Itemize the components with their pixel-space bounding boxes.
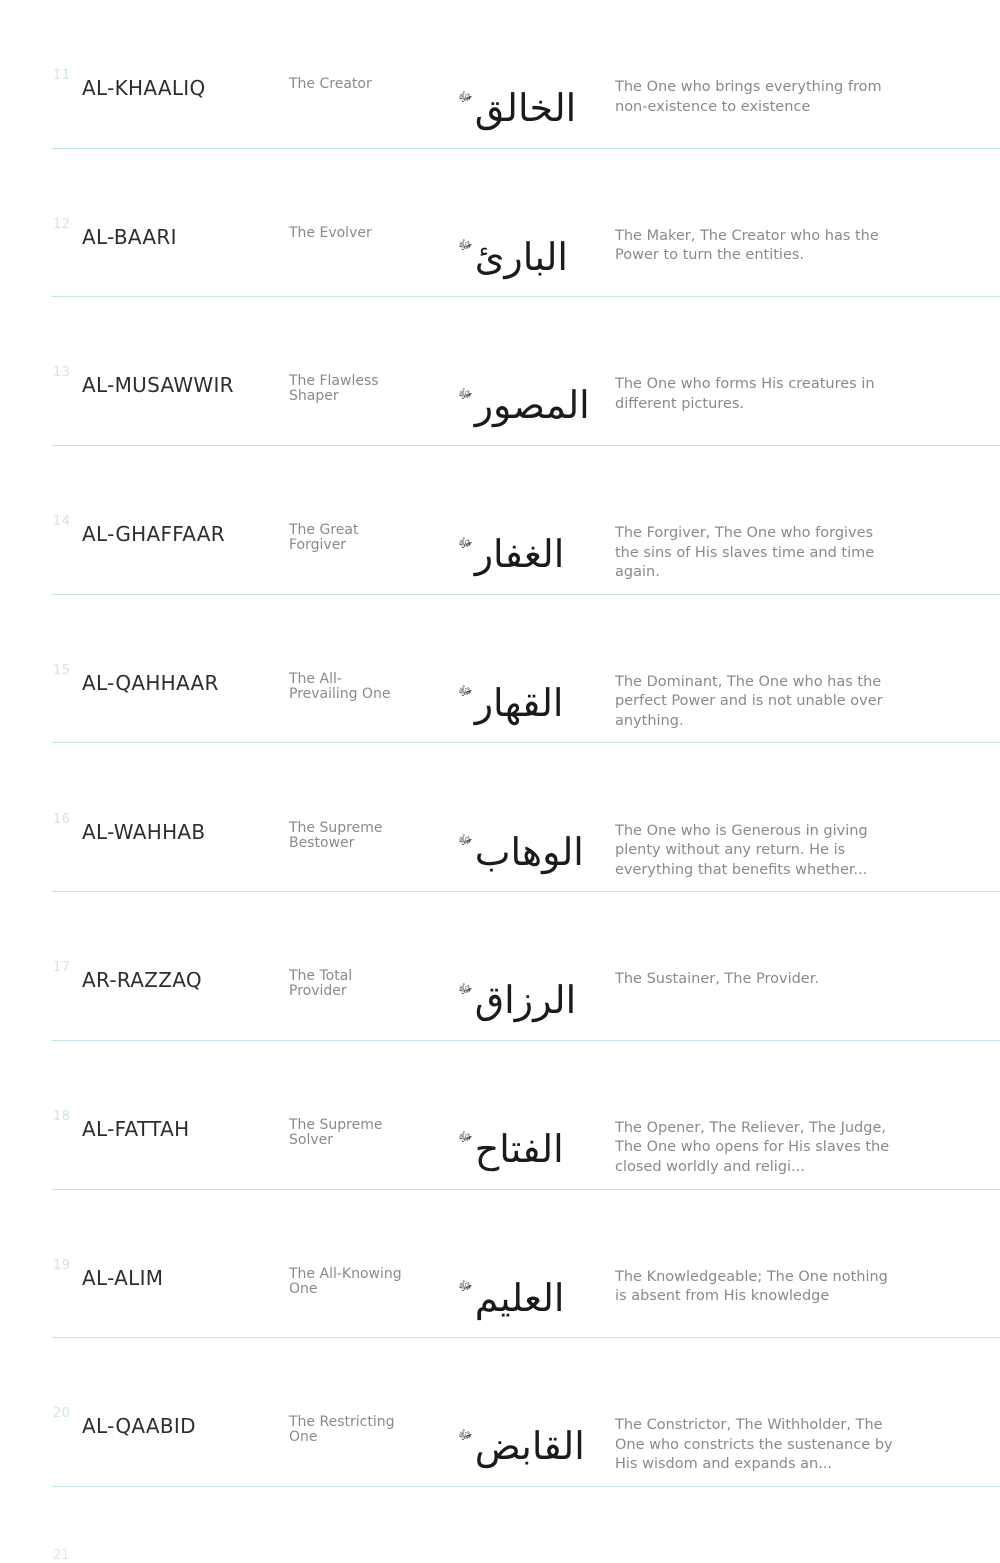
arabic-calligraphy [458, 1406, 585, 1486]
item-description: The Sustainer, The Provider. [615, 971, 819, 988]
item-description: The Forgiver, The One who forgives the sins of His slaves time and time again. [615, 525, 875, 581]
arabic-name: الخالق [474, 86, 577, 130]
list-item[interactable] [0, 446, 1000, 595]
list-item[interactable] [0, 149, 1000, 298]
item-meaning: The Creator [289, 76, 372, 92]
honorific-mark: ﷻ [458, 386, 473, 402]
item-name[interactable]: AL-WAHHAB [82, 819, 206, 844]
honorific-mark: ﷻ [458, 1427, 473, 1443]
item-name[interactable]: AL-GHAFFAAR [82, 522, 225, 547]
arabic-name: الوهاب [474, 829, 584, 874]
list-item[interactable] [0, 1041, 1000, 1190]
arabic-calligraphy [458, 960, 576, 1040]
list-item[interactable] [0, 1190, 1000, 1339]
next-item-number: 21 [53, 1548, 70, 1563]
item-number: 18 [53, 1108, 71, 1124]
item-name[interactable]: AL-BAARI [82, 224, 177, 249]
arabic-name: القابض [474, 1424, 585, 1469]
item-meaning: The Supreme Solver [289, 1116, 383, 1148]
item-name[interactable]: AL-QAABID [82, 1414, 196, 1439]
item-name[interactable]: AL-QAHHAAR [82, 670, 219, 695]
arabic-name: الفتاح [474, 1126, 564, 1171]
arabic-name: القهار [474, 680, 564, 725]
honorific-mark: ﷻ [458, 981, 473, 997]
item-meaning: The Supreme Bestower [289, 819, 383, 851]
item-meaning: The Great Forgiver [289, 522, 359, 554]
honorific-mark: ﷻ [458, 833, 473, 848]
item-description: The Opener, The Reliever, The Judge, The One who opens for His slaves the closed worldly and religi... [615, 1119, 890, 1175]
row-divider [52, 1486, 1000, 1487]
item-description: The Maker, The Creator who has the Power to turn the entities. [615, 227, 879, 264]
honorific-mark: ﷻ [458, 1130, 473, 1146]
item-number: 11 [53, 68, 71, 83]
item-description: The Knowledgeable; The One nothing is absent from His knowledge [615, 1268, 888, 1305]
item-meaning: The All-Knowing One [289, 1265, 402, 1297]
item-name[interactable]: AR-RAZZAQ [82, 968, 202, 993]
arabic-name: العليم [474, 1275, 565, 1320]
honorific-mark: ﷻ [458, 1279, 473, 1295]
list-item[interactable] [0, 892, 1000, 1041]
item-meaning: The Flawless Shaper [289, 373, 379, 405]
item-meaning: The Restricting One [289, 1414, 395, 1446]
item-meaning: The All-Prevailing One [289, 670, 391, 702]
honorific-mark: ﷻ [458, 684, 473, 700]
item-meaning: The Evolver [289, 224, 372, 241]
arabic-name: الغفار [474, 532, 565, 577]
arabic-calligraphy [458, 365, 590, 445]
honorific-mark: ﷻ [458, 535, 473, 551]
arabic-name: المصور [474, 383, 590, 428]
item-number: 19 [53, 1257, 71, 1273]
list-item[interactable] [0, 0, 1000, 149]
list-item[interactable] [0, 1338, 1000, 1487]
item-meaning: The Total Provider [289, 968, 353, 1000]
item-number: 13 [53, 365, 71, 381]
item-name[interactable]: AL-MUSAWWIR [82, 373, 234, 398]
list-item[interactable] [0, 744, 1000, 893]
arabic-name: البارئ [474, 234, 568, 279]
honorific-mark: ﷻ [458, 238, 473, 254]
item-description: The One who is Generous in giving plenty without any return. He is everything that benefits whether... [615, 822, 868, 878]
arabic-calligraphy [458, 663, 576, 743]
item-number: 16 [53, 811, 71, 827]
item-number: 15 [53, 662, 71, 678]
arabic-calligraphy [458, 217, 576, 297]
arabic-calligraphy [458, 68, 576, 148]
item-description: The One who brings everything from non-existence to existence [615, 79, 882, 115]
item-description: The Dominant, The One who has the perfect Power and is not unable over anything. [615, 673, 883, 729]
arabic-name: الرزاق [474, 978, 577, 1023]
list-item[interactable] [0, 595, 1000, 744]
arabic-calligraphy [458, 812, 584, 892]
item-description: The One who forms His creatures in different pictures. [615, 376, 875, 412]
arabic-calligraphy [458, 1109, 576, 1189]
arabic-calligraphy [458, 1258, 576, 1338]
item-number: 17 [53, 960, 71, 976]
item-name[interactable]: AL-KHAALIQ [82, 76, 206, 100]
honorific-mark: ﷻ [458, 89, 473, 105]
item-number: 12 [53, 216, 71, 232]
list-item[interactable] [0, 297, 1000, 446]
item-number: 14 [53, 514, 71, 530]
item-name[interactable]: AL-ALIM [82, 1265, 164, 1290]
item-name[interactable]: AL-FATTAH [82, 1116, 190, 1141]
item-number: 20 [53, 1406, 71, 1422]
arabic-calligraphy [458, 514, 576, 594]
item-description: The Constrictor, The Withholder, The One who constricts the sustenance by His wisdom and expands an... [615, 1417, 893, 1473]
